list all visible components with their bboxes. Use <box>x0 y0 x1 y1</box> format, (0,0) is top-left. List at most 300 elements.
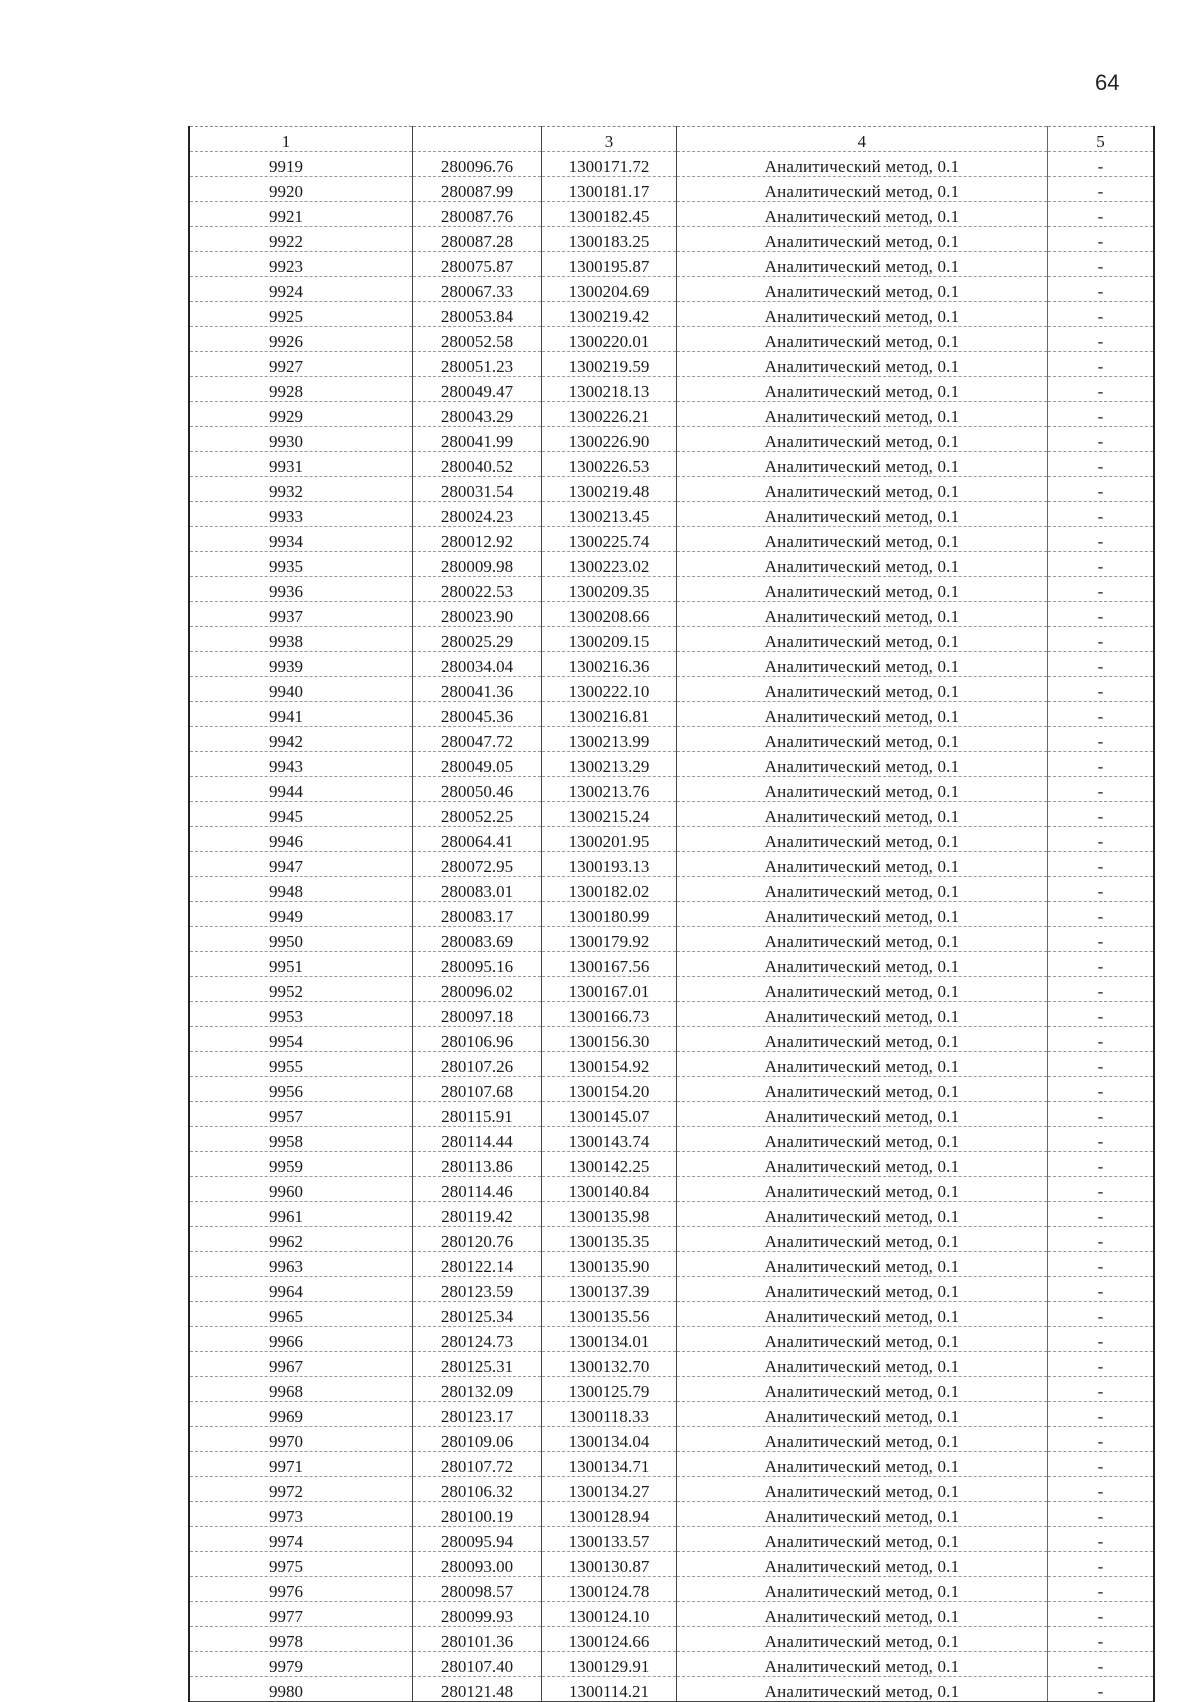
x-coordinate-cell: 280109.06 <box>413 1427 542 1452</box>
x-coordinate-cell: 280120.76 <box>413 1227 542 1252</box>
y-coordinate-cell: 1300124.66 <box>542 1627 677 1652</box>
point-number: 9950 <box>269 932 303 951</box>
method-cell: Аналитический метод, 0.1 <box>677 1502 1048 1527</box>
method-cell: Аналитический метод, 0.1 <box>677 177 1048 202</box>
y-coordinate-cell: 1300124.78 <box>542 1577 677 1602</box>
method-cell: Аналитический метод, 0.1 <box>677 477 1048 502</box>
note-cell: - <box>1048 377 1155 402</box>
x-coordinate-cell: 280075.87 <box>413 252 542 277</box>
y-coordinate-cell: 1300209.35 <box>542 577 677 602</box>
y-coordinate-cell: 1300182.45 <box>542 202 677 227</box>
table-row <box>189 1002 1154 1027</box>
x-coordinate-cell: 280097.18 <box>413 1002 542 1027</box>
x-coordinate-cell: 280051.23 <box>413 352 542 377</box>
y-coordinate-cell: 1300137.39 <box>542 1277 677 1302</box>
method-cell: Аналитический метод, 0.1 <box>677 877 1048 902</box>
point-number: 9922 <box>269 232 303 251</box>
note-cell: - <box>1048 777 1155 802</box>
x-coordinate-cell: 280132.09 <box>413 1377 542 1402</box>
point-number: 9954 <box>269 1032 303 1051</box>
point-number-cell <box>189 802 413 827</box>
point-number: 9926 <box>269 332 303 351</box>
point-number-cell <box>189 1127 413 1152</box>
method-cell: Аналитический метод, 0.1 <box>677 577 1048 602</box>
point-number-cell <box>189 1527 413 1552</box>
point-number: 9940 <box>269 682 303 701</box>
table-row <box>189 302 1154 327</box>
note-cell: - <box>1048 1502 1155 1527</box>
point-number: 9979 <box>269 1657 303 1676</box>
y-coordinate-cell: 1300129.91 <box>542 1652 677 1677</box>
x-coordinate-cell: 280101.36 <box>413 1627 542 1652</box>
method-cell: Аналитический метод, 0.1 <box>677 1302 1048 1327</box>
table-header-row <box>189 127 1154 152</box>
note-cell: - <box>1048 1627 1155 1652</box>
note-cell: - <box>1048 1427 1155 1452</box>
method-cell: Аналитический метод, 0.1 <box>677 1402 1048 1427</box>
point-number: 9938 <box>269 632 303 651</box>
x-coordinate-cell: 280107.26 <box>413 1052 542 1077</box>
point-number-cell <box>189 477 413 502</box>
point-number-cell <box>189 177 413 202</box>
y-coordinate-cell: 1300171.72 <box>542 152 677 177</box>
point-number: 9972 <box>269 1482 303 1501</box>
note-cell: - <box>1048 577 1155 602</box>
table-row <box>189 952 1154 977</box>
x-coordinate-cell: 280114.46 <box>413 1177 542 1202</box>
point-number-cell <box>189 977 413 1002</box>
table-row <box>189 1277 1154 1302</box>
note-cell: - <box>1048 1527 1155 1552</box>
table-row <box>189 1627 1154 1652</box>
table-row <box>189 1527 1154 1552</box>
method-cell: Аналитический метод, 0.1 <box>677 1027 1048 1052</box>
y-coordinate-cell: 1300134.27 <box>542 1477 677 1502</box>
note-cell: - <box>1048 1252 1155 1277</box>
point-number: 9949 <box>269 907 303 926</box>
x-coordinate-cell: 280096.02 <box>413 977 542 1002</box>
note-cell: - <box>1048 727 1155 752</box>
table-row <box>189 427 1154 452</box>
x-coordinate-cell: 280052.25 <box>413 802 542 827</box>
y-coordinate-cell: 1300220.01 <box>542 327 677 352</box>
point-number-cell <box>189 202 413 227</box>
method-cell: Аналитический метод, 0.1 <box>677 327 1048 352</box>
point-number-cell <box>189 1277 413 1302</box>
point-number-cell <box>189 327 413 352</box>
note-cell: - <box>1048 1677 1155 1702</box>
method-cell: Аналитический метод, 0.1 <box>677 1452 1048 1477</box>
point-number: 9931 <box>269 457 303 476</box>
point-number: 9970 <box>269 1432 303 1451</box>
note-cell: - <box>1048 1577 1155 1602</box>
y-coordinate-cell: 1300222.10 <box>542 677 677 702</box>
x-coordinate-cell: 280047.72 <box>413 727 542 752</box>
point-number: 9939 <box>269 657 303 676</box>
point-number: 9928 <box>269 382 303 401</box>
point-number: 9969 <box>269 1407 303 1426</box>
point-number-cell <box>189 1252 413 1277</box>
note-cell: - <box>1048 427 1155 452</box>
point-number-cell <box>189 1227 413 1252</box>
point-number-cell <box>189 702 413 727</box>
column-header-2 <box>413 127 542 152</box>
table-row <box>189 202 1154 227</box>
y-coordinate-cell: 1300208.66 <box>542 602 677 627</box>
note-cell: - <box>1048 752 1155 777</box>
table-row <box>189 1327 1154 1352</box>
method-cell: Аналитический метод, 0.1 <box>677 1052 1048 1077</box>
x-coordinate-cell: 280107.40 <box>413 1652 542 1677</box>
point-number-cell <box>189 377 413 402</box>
method-cell: Аналитический метод, 0.1 <box>677 552 1048 577</box>
point-number: 9935 <box>269 557 303 576</box>
column-header-4: 4 <box>677 127 1048 152</box>
x-coordinate-cell: 280031.54 <box>413 477 542 502</box>
x-coordinate-cell: 280052.58 <box>413 327 542 352</box>
x-coordinate-cell: 280043.29 <box>413 402 542 427</box>
y-coordinate-cell: 1300156.30 <box>542 1027 677 1052</box>
x-coordinate-cell: 280053.84 <box>413 302 542 327</box>
point-number-cell <box>189 1552 413 1577</box>
point-number: 9976 <box>269 1582 303 1601</box>
note-cell: - <box>1048 177 1155 202</box>
table-row <box>189 977 1154 1002</box>
y-coordinate-cell: 1300166.73 <box>542 1002 677 1027</box>
method-cell: Аналитический метод, 0.1 <box>677 777 1048 802</box>
table-row <box>189 1127 1154 1152</box>
note-cell: - <box>1048 702 1155 727</box>
x-coordinate-cell: 280083.01 <box>413 877 542 902</box>
method-cell: Аналитический метод, 0.1 <box>677 1252 1048 1277</box>
x-coordinate-cell: 280123.59 <box>413 1277 542 1302</box>
note-cell: - <box>1048 1177 1155 1202</box>
x-coordinate-cell: 280024.23 <box>413 502 542 527</box>
y-coordinate-cell: 1300142.25 <box>542 1152 677 1177</box>
table-row <box>189 852 1154 877</box>
note-cell: - <box>1048 677 1155 702</box>
point-number-cell <box>189 502 413 527</box>
method-cell: Аналитический метод, 0.1 <box>677 427 1048 452</box>
y-coordinate-cell: 1300143.74 <box>542 1127 677 1152</box>
y-coordinate-cell: 1300213.45 <box>542 502 677 527</box>
column-header-3: 3 <box>542 127 677 152</box>
note-cell: - <box>1048 1152 1155 1177</box>
point-number-cell <box>189 1102 413 1127</box>
point-number-cell <box>189 902 413 927</box>
method-cell: Аналитический метод, 0.1 <box>677 1327 1048 1352</box>
page-number: 64 <box>1095 70 1120 95</box>
point-number-cell <box>189 627 413 652</box>
point-number-cell <box>189 1302 413 1327</box>
x-coordinate-cell: 280095.16 <box>413 952 542 977</box>
method-cell: Аналитический метод, 0.1 <box>677 852 1048 877</box>
table-row <box>189 227 1154 252</box>
point-number: 9951 <box>269 957 303 976</box>
point-number: 9952 <box>269 982 303 1001</box>
y-coordinate-cell: 1300135.35 <box>542 1227 677 1252</box>
table-row <box>189 877 1154 902</box>
point-number: 9971 <box>269 1457 303 1476</box>
method-cell: Аналитический метод, 0.1 <box>677 1627 1048 1652</box>
point-number: 9967 <box>269 1357 303 1376</box>
point-number-cell <box>189 1427 413 1452</box>
x-coordinate-cell: 280083.17 <box>413 902 542 927</box>
y-coordinate-cell: 1300140.84 <box>542 1177 677 1202</box>
point-number-cell <box>189 1052 413 1077</box>
method-cell: Аналитический метод, 0.1 <box>677 1477 1048 1502</box>
method-cell: Аналитический метод, 0.1 <box>677 1527 1048 1552</box>
table-row <box>189 1577 1154 1602</box>
x-coordinate-cell: 280119.42 <box>413 1202 542 1227</box>
note-cell: - <box>1048 827 1155 852</box>
note-cell: - <box>1048 952 1155 977</box>
note-cell: - <box>1048 227 1155 252</box>
point-number-cell <box>189 752 413 777</box>
method-cell: Аналитический метод, 0.1 <box>677 1077 1048 1102</box>
point-number: 9959 <box>269 1157 303 1176</box>
x-coordinate-cell: 280122.14 <box>413 1252 542 1277</box>
method-cell: Аналитический метод, 0.1 <box>677 227 1048 252</box>
method-cell: Аналитический метод, 0.1 <box>677 1427 1048 1452</box>
point-number-cell <box>189 652 413 677</box>
x-coordinate-cell: 280115.91 <box>413 1102 542 1127</box>
note-cell: - <box>1048 352 1155 377</box>
y-coordinate-cell: 1300154.20 <box>542 1077 677 1102</box>
method-cell: Аналитический метод, 0.1 <box>677 652 1048 677</box>
x-coordinate-cell: 280095.94 <box>413 1527 542 1552</box>
method-cell: Аналитический метод, 0.1 <box>677 727 1048 752</box>
table-row <box>189 577 1154 602</box>
table-row <box>189 802 1154 827</box>
point-number-cell <box>189 827 413 852</box>
table-row <box>189 602 1154 627</box>
point-number: 9930 <box>269 432 303 451</box>
table-row <box>189 827 1154 852</box>
method-cell: Аналитический метод, 0.1 <box>677 1177 1048 1202</box>
x-coordinate-cell: 280107.68 <box>413 1077 542 1102</box>
y-coordinate-cell: 1300180.99 <box>542 902 677 927</box>
table-row <box>189 1677 1154 1702</box>
y-coordinate-cell: 1300219.48 <box>542 477 677 502</box>
x-coordinate-cell: 280106.96 <box>413 1027 542 1052</box>
y-coordinate-cell: 1300213.99 <box>542 727 677 752</box>
table-row <box>189 727 1154 752</box>
point-number: 9966 <box>269 1332 303 1351</box>
method-cell: Аналитический метод, 0.1 <box>677 902 1048 927</box>
y-coordinate-cell: 1300134.04 <box>542 1427 677 1452</box>
x-coordinate-cell: 280125.31 <box>413 1352 542 1377</box>
table-row <box>189 1652 1154 1677</box>
point-number-cell <box>189 877 413 902</box>
point-number: 9958 <box>269 1132 303 1151</box>
x-coordinate-cell: 280121.48 <box>413 1677 542 1702</box>
method-cell: Аналитический метод, 0.1 <box>677 1552 1048 1577</box>
note-cell: - <box>1048 552 1155 577</box>
table-row <box>189 477 1154 502</box>
y-coordinate-cell: 1300135.56 <box>542 1302 677 1327</box>
method-cell: Аналитический метод, 0.1 <box>677 802 1048 827</box>
note-cell: - <box>1048 1452 1155 1477</box>
point-number-cell <box>189 427 413 452</box>
method-cell: Аналитический метод, 0.1 <box>677 1227 1048 1252</box>
y-coordinate-cell: 1300213.29 <box>542 752 677 777</box>
table-row <box>189 1502 1154 1527</box>
y-coordinate-cell: 1300130.87 <box>542 1552 677 1577</box>
x-coordinate-cell: 280099.93 <box>413 1602 542 1627</box>
method-cell: Аналитический метод, 0.1 <box>677 1152 1048 1177</box>
y-coordinate-cell: 1300128.94 <box>542 1502 677 1527</box>
x-coordinate-cell: 280023.90 <box>413 602 542 627</box>
note-cell: - <box>1048 1027 1155 1052</box>
method-cell: Аналитический метод, 0.1 <box>677 402 1048 427</box>
point-number-cell <box>189 1602 413 1627</box>
note-cell: - <box>1048 1477 1155 1502</box>
note-cell: - <box>1048 1327 1155 1352</box>
point-number: 9977 <box>269 1607 303 1626</box>
y-coordinate-cell: 1300218.13 <box>542 377 677 402</box>
point-number: 9975 <box>269 1557 303 1576</box>
x-coordinate-cell: 280049.47 <box>413 377 542 402</box>
y-coordinate-cell: 1300181.17 <box>542 177 677 202</box>
y-coordinate-cell: 1300216.36 <box>542 652 677 677</box>
note-cell: - <box>1048 1202 1155 1227</box>
table-row <box>189 1202 1154 1227</box>
note-cell: - <box>1048 252 1155 277</box>
y-coordinate-cell: 1300195.87 <box>542 252 677 277</box>
point-number-cell <box>189 927 413 952</box>
column-header-5: 5 <box>1048 127 1155 152</box>
x-coordinate-cell: 280100.19 <box>413 1502 542 1527</box>
note-cell: - <box>1048 1602 1155 1627</box>
x-coordinate-cell: 280009.98 <box>413 552 542 577</box>
point-number-cell <box>189 1502 413 1527</box>
point-number-cell <box>189 1452 413 1477</box>
method-cell: Аналитический метод, 0.1 <box>677 1002 1048 1027</box>
y-coordinate-cell: 1300226.53 <box>542 452 677 477</box>
note-cell: - <box>1048 627 1155 652</box>
y-coordinate-cell: 1300135.98 <box>542 1202 677 1227</box>
point-number: 9932 <box>269 482 303 501</box>
table-row <box>189 152 1154 177</box>
table-row <box>189 502 1154 527</box>
table-row <box>189 277 1154 302</box>
method-cell: Аналитический метод, 0.1 <box>677 1277 1048 1302</box>
x-coordinate-cell: 280049.05 <box>413 752 542 777</box>
y-coordinate-cell: 1300183.25 <box>542 227 677 252</box>
table-row <box>189 1077 1154 1102</box>
y-coordinate-cell: 1300125.79 <box>542 1377 677 1402</box>
table-row <box>189 1602 1154 1627</box>
y-coordinate-cell: 1300225.74 <box>542 527 677 552</box>
note-cell: - <box>1048 1002 1155 1027</box>
x-coordinate-cell: 280087.76 <box>413 202 542 227</box>
x-coordinate-cell: 280050.46 <box>413 777 542 802</box>
method-cell: Аналитический метод, 0.1 <box>677 677 1048 702</box>
note-cell: - <box>1048 977 1155 1002</box>
table-row <box>189 652 1154 677</box>
method-cell: Аналитический метод, 0.1 <box>677 1602 1048 1627</box>
table-row <box>189 1152 1154 1177</box>
point-number: 9962 <box>269 1232 303 1251</box>
point-number: 9945 <box>269 807 303 826</box>
method-cell: Аналитический метод, 0.1 <box>677 1377 1048 1402</box>
x-coordinate-cell: 280087.28 <box>413 227 542 252</box>
y-coordinate-cell: 1300223.02 <box>542 552 677 577</box>
y-coordinate-cell: 1300219.59 <box>542 352 677 377</box>
point-number-cell <box>189 1077 413 1102</box>
x-coordinate-cell: 280067.33 <box>413 277 542 302</box>
note-cell: - <box>1048 402 1155 427</box>
x-coordinate-cell: 280113.86 <box>413 1152 542 1177</box>
table-body <box>189 152 1154 1702</box>
y-coordinate-cell: 1300213.76 <box>542 777 677 802</box>
note-cell: - <box>1048 527 1155 552</box>
note-cell: - <box>1048 202 1155 227</box>
note-cell: - <box>1048 152 1155 177</box>
method-cell: Аналитический метод, 0.1 <box>677 1202 1048 1227</box>
note-cell: - <box>1048 902 1155 927</box>
point-number-cell <box>189 602 413 627</box>
method-cell: Аналитический метод, 0.1 <box>677 827 1048 852</box>
note-cell: - <box>1048 1402 1155 1427</box>
method-cell: Аналитический метод, 0.1 <box>677 1102 1048 1127</box>
point-number-cell <box>189 1477 413 1502</box>
point-number: 9942 <box>269 732 303 751</box>
note-cell: - <box>1048 852 1155 877</box>
method-cell: Аналитический метод, 0.1 <box>677 602 1048 627</box>
point-number-cell <box>189 1327 413 1352</box>
note-cell: - <box>1048 1227 1155 1252</box>
table-row <box>189 1402 1154 1427</box>
point-number: 9934 <box>269 532 303 551</box>
y-coordinate-cell: 1300226.21 <box>542 402 677 427</box>
note-cell: - <box>1048 602 1155 627</box>
point-number-cell <box>189 527 413 552</box>
y-coordinate-cell: 1300124.10 <box>542 1602 677 1627</box>
table-row <box>189 1477 1154 1502</box>
y-coordinate-cell: 1300167.56 <box>542 952 677 977</box>
method-cell: Аналитический метод, 0.1 <box>677 527 1048 552</box>
x-coordinate-cell: 280125.34 <box>413 1302 542 1327</box>
point-number-cell <box>189 277 413 302</box>
point-number-cell <box>189 1627 413 1652</box>
point-number-cell <box>189 1377 413 1402</box>
point-number: 9948 <box>269 882 303 901</box>
y-coordinate-cell: 1300204.69 <box>542 277 677 302</box>
y-coordinate-cell: 1300118.33 <box>542 1402 677 1427</box>
point-number-cell <box>189 1152 413 1177</box>
point-number: 9963 <box>269 1257 303 1276</box>
point-number: 9974 <box>269 1532 303 1551</box>
x-coordinate-cell: 280012.92 <box>413 527 542 552</box>
x-coordinate-cell: 280022.53 <box>413 577 542 602</box>
note-cell: - <box>1048 1377 1155 1402</box>
point-number-cell <box>189 677 413 702</box>
x-coordinate-cell: 280040.52 <box>413 452 542 477</box>
note-cell: - <box>1048 877 1155 902</box>
table-row <box>189 527 1154 552</box>
point-number: 9965 <box>269 1307 303 1326</box>
table-row <box>189 1377 1154 1402</box>
point-number: 9961 <box>269 1207 303 1226</box>
note-cell: - <box>1048 277 1155 302</box>
method-cell: Аналитический метод, 0.1 <box>677 302 1048 327</box>
table-row <box>189 1252 1154 1277</box>
x-coordinate-cell: 280114.44 <box>413 1127 542 1152</box>
method-cell: Аналитический метод, 0.1 <box>677 627 1048 652</box>
point-number: 9957 <box>269 1107 303 1126</box>
